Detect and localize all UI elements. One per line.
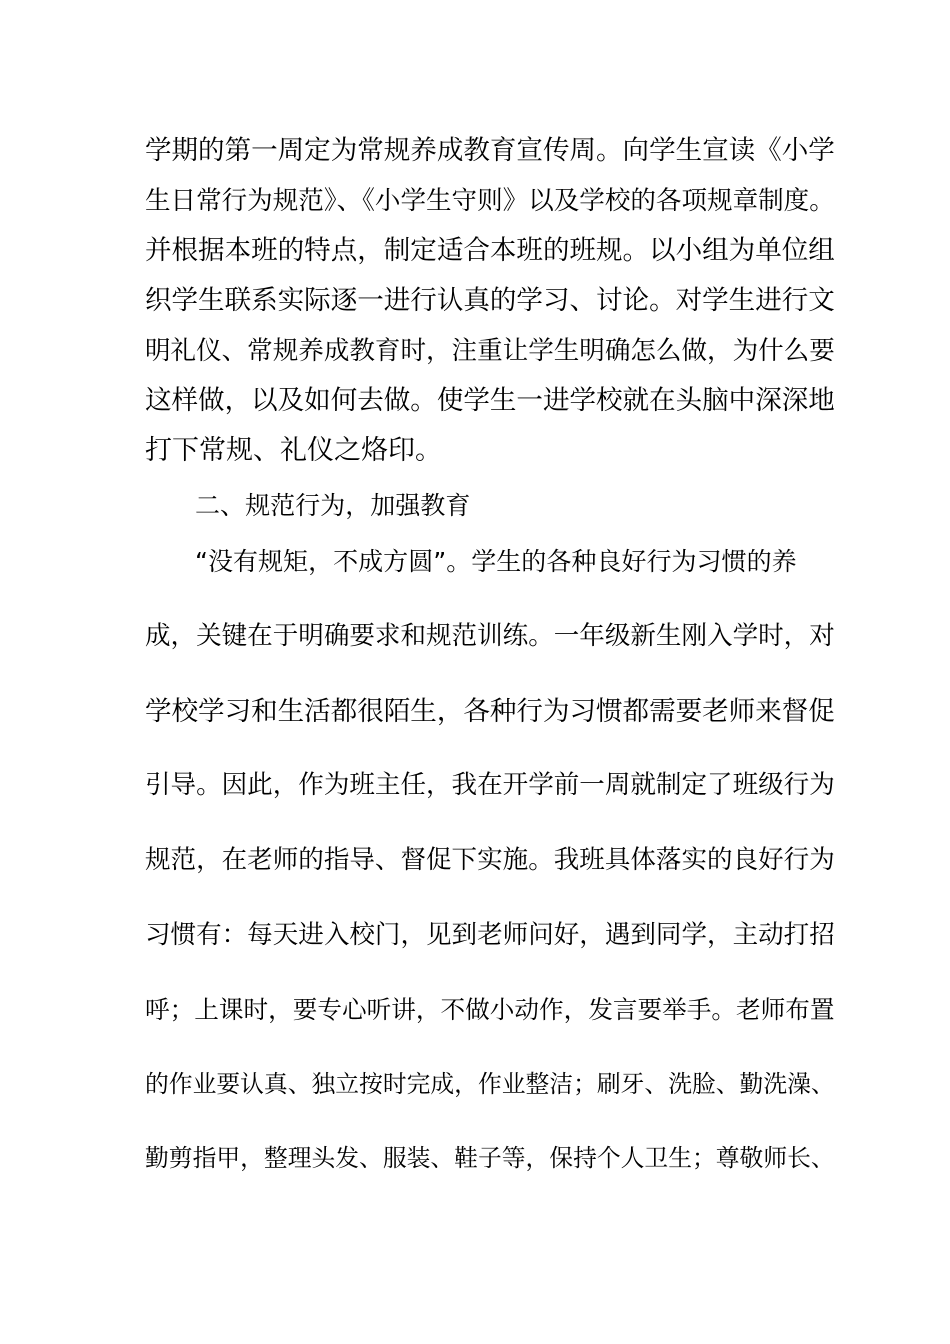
text-line: 引导。因此，作为班主任，我在开学前一周就制定了班级行为 bbox=[145, 770, 835, 800]
text-line: 的作业要认真、独立按时完成，作业整洁；刷牙、洗脸、勤洗澡、 bbox=[145, 1070, 835, 1098]
text-line: “没有规矩，不成方圆”。学生的各种良好行为习惯的养 bbox=[195, 547, 797, 576]
text-line: 呼；上课时，要专心听讲，不做小动作，发言要举手。老师布置 bbox=[145, 995, 835, 1024]
text-line: 明礼仪、常规养成教育时，注重让学生明确怎么做，为什么要 bbox=[145, 336, 835, 366]
text-line: 勤剪指甲，整理头发、服装、鞋子等，保持个人卫生；尊敬师长、 bbox=[145, 1144, 835, 1172]
text-line: 学期的第一周定为常规养成教育宣传周。向学生宣读《小学 bbox=[145, 135, 835, 166]
text-line: 生日常行为规范》、《小学生守则》以及学校的各项规章制度。 bbox=[145, 186, 835, 216]
text-line: 并根据本班的特点，制定适合本班的班规。以小组为单位组 bbox=[145, 235, 835, 266]
text-line: 这样做，以及如何去做。使学生一进学校就在头脑中深深地 bbox=[145, 385, 835, 416]
text-line: 学校学习和生活都很陌生，各种行为习惯都需要老师来督促 bbox=[145, 696, 835, 727]
text-line: 成，关键在于明确要求和规范训练。一年级新生刚入学时，对 bbox=[145, 621, 835, 651]
text-line: 织学生联系实际逐一进行认真的学习、讨论。对学生进行文 bbox=[145, 285, 835, 316]
text-line: 习惯有：每天进入校门，见到老师问好，遇到同学，主动打招 bbox=[145, 920, 835, 950]
text-line: 规范，在老师的指导、督促下实施。我班具体落实的良好行为 bbox=[145, 845, 835, 875]
text-line: 打下常规、礼仪之烙印。 bbox=[145, 435, 442, 466]
section-heading: 二、规范行为，加强教育 bbox=[195, 491, 471, 520]
